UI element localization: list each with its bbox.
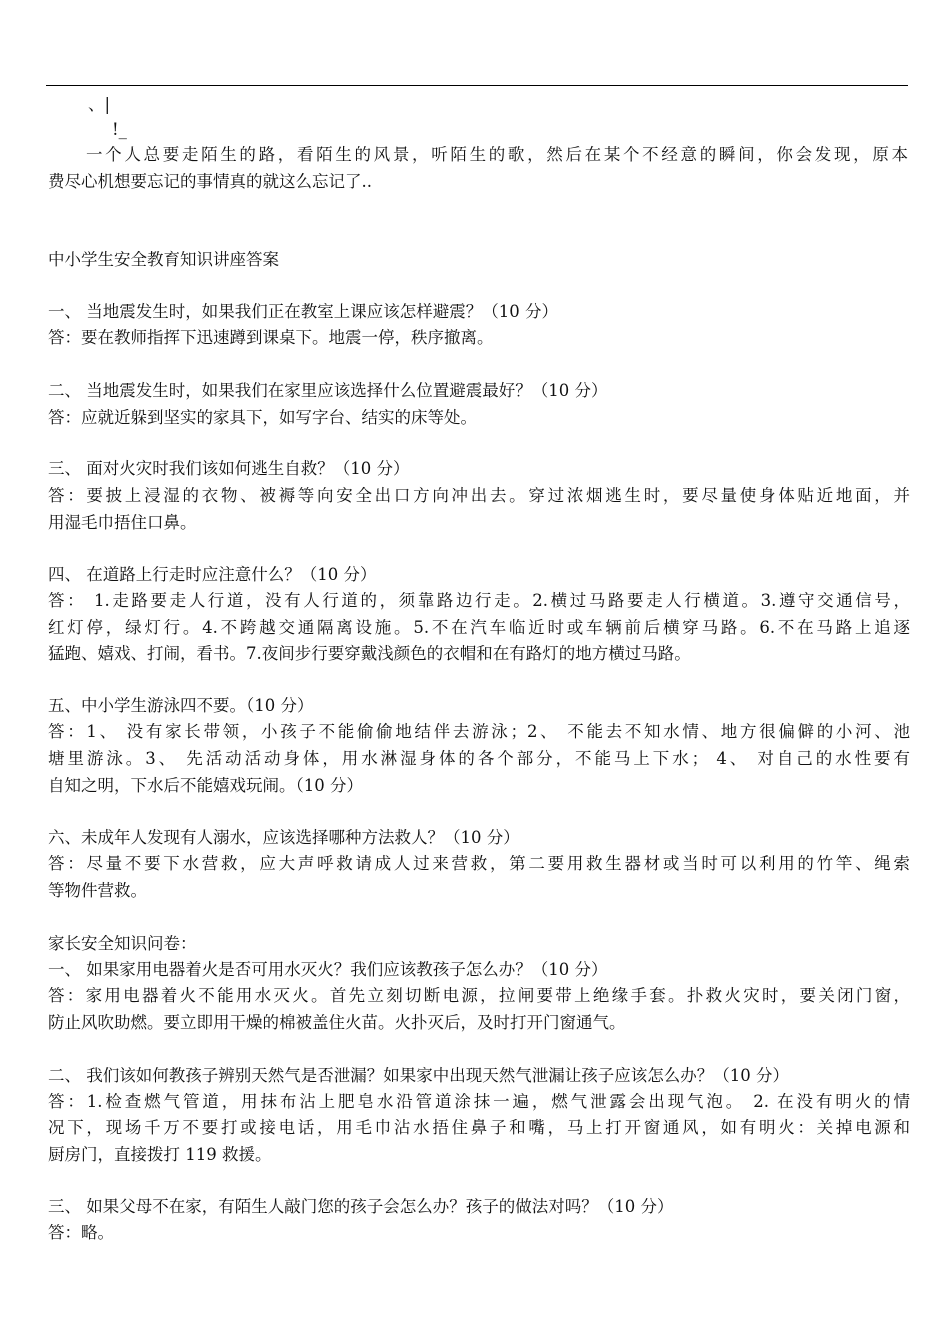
header-mark: !_ [112, 120, 127, 139]
intro-line: 一个人总要走陌生的路，看陌生的风景，听陌生的歌，然后在某个不经意的瞬间，你会发现，原本 [86, 145, 908, 164]
question-line: 五、中小学生游泳四不要。（10 分） [48, 696, 314, 715]
answer-line: 红灯停，绿灯行。4.不跨越交通隔离设施。5.不在汽车临近时或车辆前后横穿马路。6.不在马路上追逐 [48, 618, 910, 637]
answer-line: 答：要披上浸湿的衣物、被褥等向安全出口方向冲出去。穿过浓烟逃生时，要尽量使身体贴近地面，并 [48, 486, 910, 505]
answer-line: 况下，现场千万不要打或接电话，用毛巾沾水捂住鼻子和嘴，马上打开窗通风，如有明火：关掉电源和 [48, 1118, 910, 1137]
answer-line: 答：略。 [48, 1223, 114, 1242]
question-line: 四、 在道路上行走时应注意什么？（10 分） [48, 565, 377, 584]
answer-line: 等物件营救。 [48, 881, 147, 900]
question-line: 三、 如果父母不在家，有陌生人敲门您的孩子会怎么办？孩子的做法对吗？（10 分） [48, 1197, 674, 1216]
question-line: 一、 如果家用电器着火是否可用水灭火？我们应该教孩子怎么办？（10 分） [48, 960, 608, 979]
answer-line: 厨房门，直接拨打 119 救援。 [48, 1145, 272, 1164]
doc-title: 中小学生安全教育知识讲座答案 [48, 250, 279, 269]
question-line: 一、 当地震发生时，如果我们正在教室上课应该怎样避震？（10 分） [48, 302, 558, 321]
answer-line: 答：应就近躲到坚实的家具下，如写字台、结实的床等处。 [48, 408, 477, 427]
question-line: 六、未成年人发现有人溺水，应该选择哪种方法救人？（10 分） [48, 828, 520, 847]
answer-line: 猛跑、嬉戏、打闹，看书。7.夜间步行要穿戴浅颜色的衣帽和在有路灯的地方横过马路。 [48, 644, 691, 663]
answer-line: 答：要在教师指挥下迅速蹲到课桌下。地震一停，秩序撤离。 [48, 328, 494, 347]
answer-line: 答：1.检查燃气管道，用抹布沾上肥皂水沿管道涂抹一遍，燃气泄露会出现气泡。 2. 在没有明火的情 [48, 1092, 910, 1111]
header-mark: 、| [88, 95, 111, 114]
answer-line: 答：家用电器着火不能用水灭火。首先立刻切断电源，拉闸要带上绝缘手套。扑救火灾时，要关闭门窗， [48, 986, 910, 1005]
answer-line: 防止风吹助燃。要立即用干燥的棉被盖住火苗。火扑灭后，及时打开门窗通气。 [48, 1013, 626, 1032]
question-line: 二、 我们该如何教孩子辨别天然气是否泄漏？如果家中出现天然气泄漏让孩子应该怎么办？（10 分） [48, 1066, 789, 1085]
section-heading: 家长安全知识问卷： [48, 934, 197, 953]
answer-line: 答：1、 没有家长带领，小孩子不能偷偷地结伴去游泳；2、 不能去不知水情、地方很偏僻的小河、池 [48, 722, 910, 741]
answer-line: 答：尽量不要下水营救，应大声呼救请成人过来营救，第二要用救生器材或当时可以利用的竹竿、绳索 [48, 854, 910, 873]
answer-line: 塘里游泳。3、 先活动活动身体，用水淋湿身体的各个部分，不能马上下水； 4、 对自己的水性要有 [48, 749, 910, 768]
answer-line: 答： 1.走路要走人行道，没有人行道的，须靠路边行走。2.横过马路要走人行横道。3.遵守交通信号， [48, 591, 910, 610]
intro-line: 费尽心机想要忘记的事情真的就这么忘记了.. [48, 172, 372, 191]
question-line: 三、 面对火灾时我们该如何逃生自救？（10 分） [48, 459, 410, 478]
answer-line: 用湿毛巾捂住口鼻。 [48, 513, 197, 532]
top-rule [46, 85, 908, 86]
answer-line: 自知之明，下水后不能嬉戏玩闹。（10 分） [48, 776, 363, 795]
question-line: 二、 当地震发生时，如果我们在家里应该选择什么位置避震最好？（10 分） [48, 381, 608, 400]
